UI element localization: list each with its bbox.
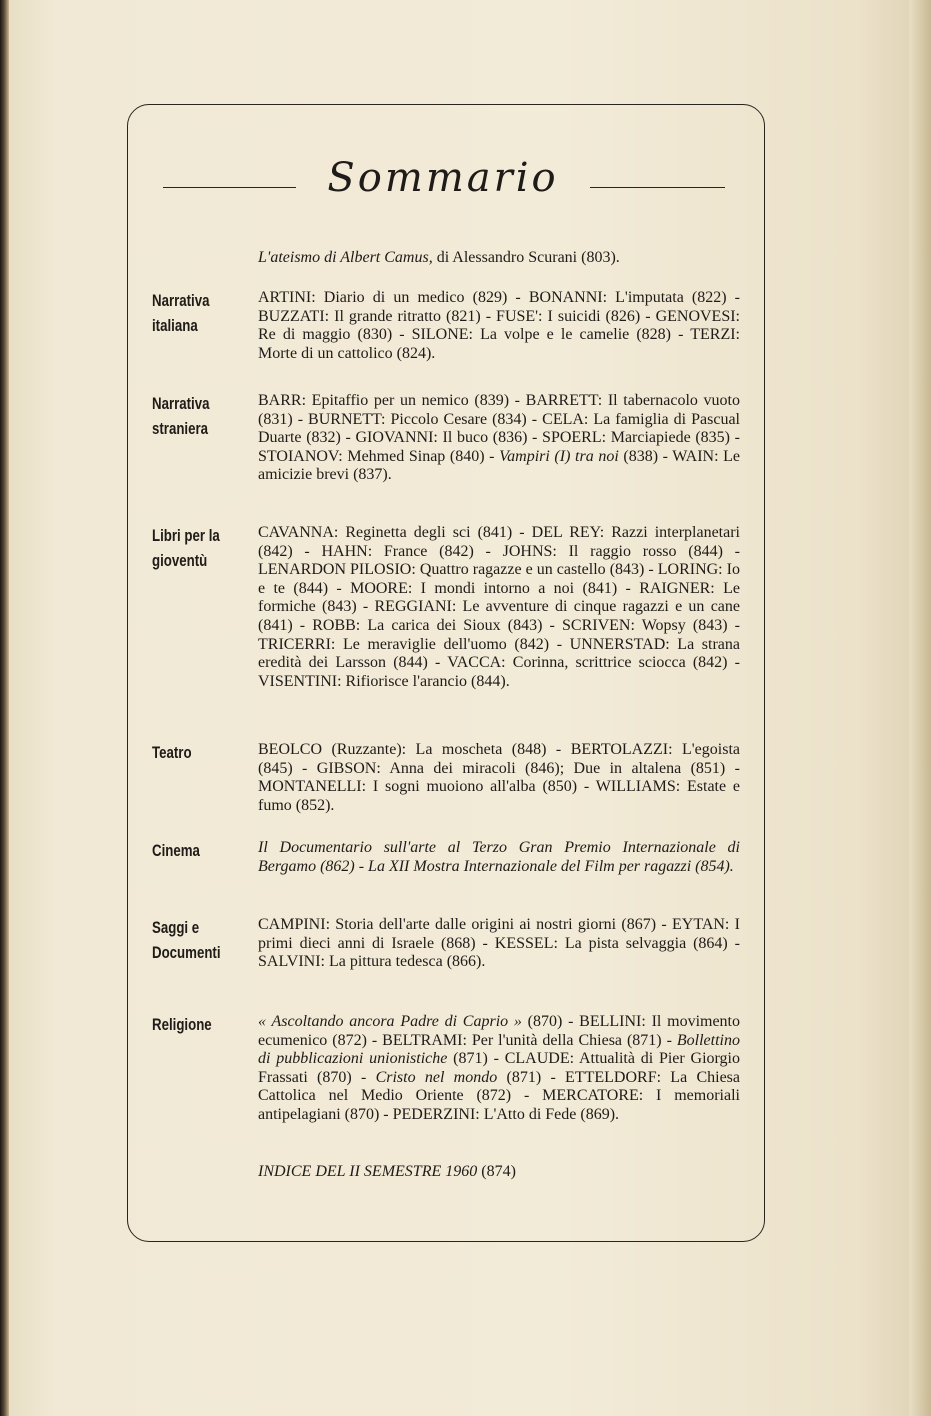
section-entries: CAVANNA: Reginetta degli sci (841) - DEL REY: Razzi interplanetari (842) - HAHN: France (842) - JOHNS: Il raggio rosso (844) - LENARDON PILOSIO: Quattro ragazze e un castello (843) - LORING: Io e te (844) - MOORE: I mondi intorno a noi (841) - RAIGNER: Le formiche (843) - REGGIANI: Le avventure di cinque ragazzi e un cane (841) - ROBB: La carica dei Sioux (843) - SCRIVEN: Wopsy (843) - TRICERRI: Le meraviglie dell'uomo (842) - UNNERSTAD: La strana eredità dei Larsson (844) - VACCA: Corinna, scrittrice sciocca (842) - VISENTINI: Rifiorisce l'arancio (844). <box>258 524 740 690</box>
section-entries <box>258 392 740 485</box>
page-title: Sommario <box>327 155 559 201</box>
section-label: Libri per la gioventù <box>152 526 220 570</box>
section-entries: BEOLCO (Ruzzante): La moscheta (848) - BERTOLAZZI: L'egoista (845) - GIBSON: Anna dei miracoli (846); Due in altalena (851) - MONTANELLI: I sogni muoiono all'alba (850) - WILLIAMS: Estate e fumo (852). <box>258 741 740 814</box>
title-row <box>163 154 725 204</box>
entries-italic-title: « Ascoltando ancora Padre di Caprio » <box>258 1013 522 1030</box>
section-label: Saggi e Documenti <box>152 918 221 962</box>
section-label: Cinema <box>152 841 200 860</box>
entries-italic-title: Vampiri (I) tra noi <box>499 447 619 465</box>
semester-index <box>258 1163 728 1182</box>
semester-index-page: (874) <box>477 1163 516 1180</box>
lead-article-title: L'ateismo di Albert Camus, <box>258 249 433 266</box>
title-rule-left <box>163 187 296 188</box>
lead-article <box>258 249 728 268</box>
section-label: Teatro <box>152 743 192 762</box>
section-entries <box>258 1013 740 1125</box>
entries-text: BARR: Epitaffio per un nemico (839) - BARRETT: Il tabernacolo vuoto (831) - BURNETT: Piccolo Cesare (834) - CELA: La famiglia di Pascual Duarte (832) - GIOVANNI: Il buco (836) - SPOERL: Marciapiede (835) - STOIANOV: Mehmed Sinap (840) - <box>258 392 740 465</box>
section-label: Narrativa italiana <box>152 291 210 335</box>
semester-index-title: INDICE DEL II SEMESTRE 1960 <box>258 1163 478 1180</box>
entries-text: (870) - BELLINI: Il movimento ecumenico (872) - BELTRAMI: Per l'unità della Chiesa (871) - <box>258 1013 741 1049</box>
entries-text: (838) - WAIN: Le amicizie brevi (837). <box>258 447 741 484</box>
section-entries: ARTINI: Diario di un medico (829) - BONANNI: L'imputata (822) - BUZZATI: Il grande ritratto (821) - FUSE': I suicidi (826) - GENOVESI: Re di maggio (830) - SILONE: La volpe e le camelie (828) - TERZI: Morte di un cattolico (824). <box>258 289 740 362</box>
title-rule-right <box>590 187 725 188</box>
entries-italic-title: Bollettino di pubblicazioni unionistiche <box>258 1031 740 1068</box>
section-label: Religione <box>152 1015 212 1034</box>
entries-text: (871) - ETTELDORF: La Chiesa Cattolica nel Medio Oriente (872) - MERCATORE: I memoriali antipelagiani (870) - PEDERZINI: L'Atto di Fede (869). <box>258 1068 741 1123</box>
page-right-edge <box>909 0 931 1416</box>
section-entries: CAMPINI: Storia dell'arte dalle origini ai nostri giorni (867) - EYTAN: I primi dieci anni di Israele (868) - KESSEL: La pista selvaggia (864) - SALVINI: La pittura tedesca (866). <box>258 916 740 971</box>
page-left-edge <box>0 0 9 1416</box>
lead-article-author: di Alessandro Scurani (803). <box>432 249 620 266</box>
section-label: Narrativa straniera <box>152 394 210 438</box>
section-entries: Il Documentario sull'arte al Terzo Gran Premio Internazionale di Bergamo (862) - La XII Mostra Internazionale del Film per ragazzi (854). <box>258 839 740 875</box>
entries-italic-title: Cristo nel mondo <box>375 1068 498 1086</box>
entries-text: (871) - CLAUDE: Attualità di Pier Giorgio Frassati (870) - <box>258 1050 741 1086</box>
